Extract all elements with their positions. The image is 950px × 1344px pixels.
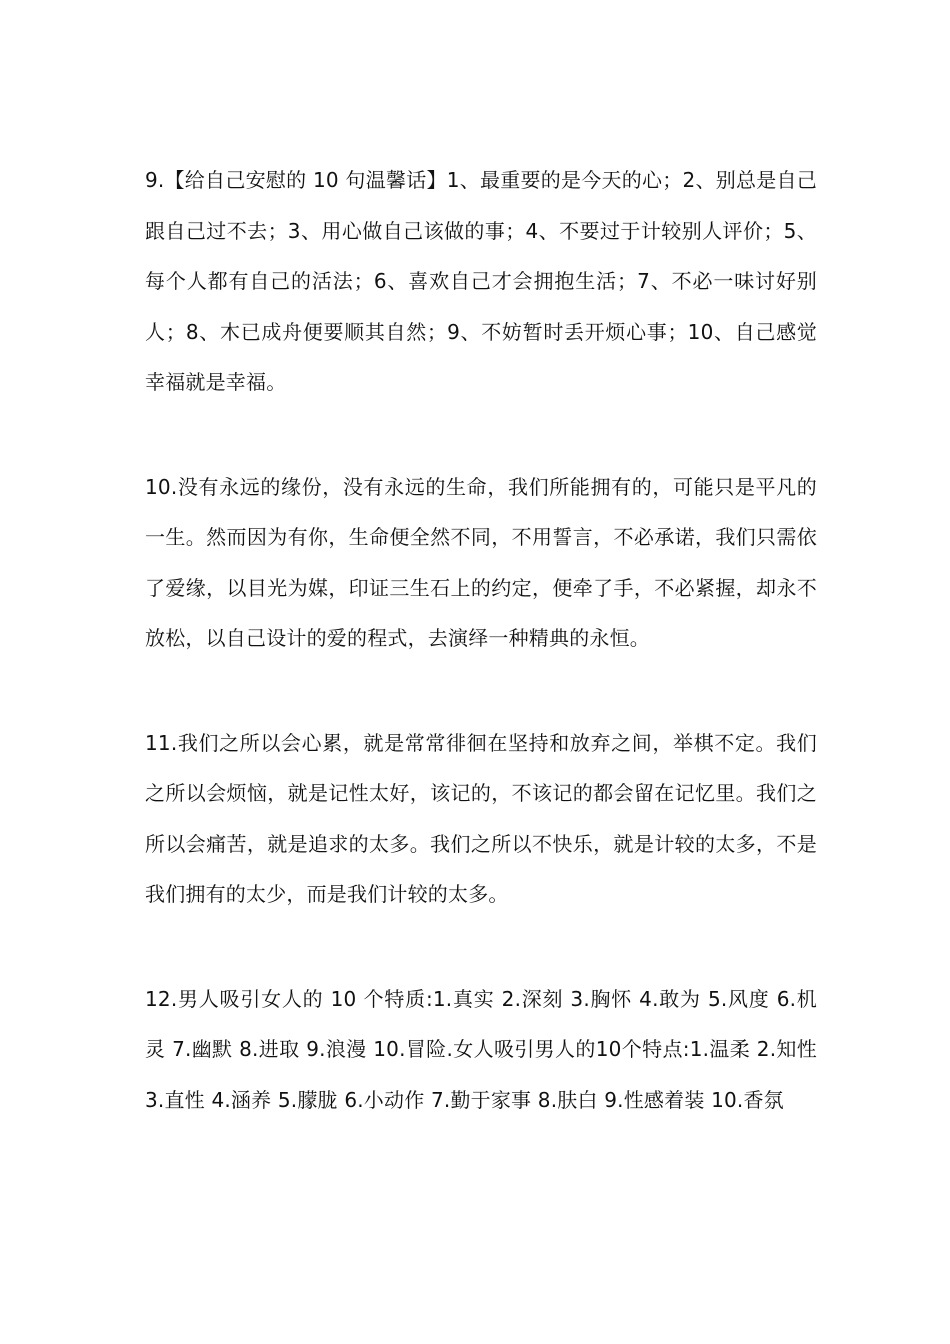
- document-body: [145, 155, 817, 1125]
- paragraph-10: 10.没有永远的缘份，没有永远的生命，我们所能拥有的，可能只是平凡的一生。然而因为有你，生命便全然不同，不用誓言，不必承诺，我们只需依了爱缘，以目光为媒，印证三生石上的约定，便牵了手，不必紧握，却永不放松，以自己设计的爱的程式，去演绎一种精典的永恒。: [145, 474, 817, 650]
- paragraph-11: 11.我们之所以会心累，就是常常徘徊在坚持和放弃之间，举棋不定。我们之所以会烦恼，就是记性太好，该记的，不该记的都会留在记忆里。我们之所以会痛苦，就是追求的太多。我们之所以不快乐，就是计较的太多，不是我们拥有的太少，而是我们计较的太多。: [145, 730, 817, 906]
- paragraph-12: 12.男人吸引女人的 10 个特质:1.真实 2.深刻 3.胸怀 4.敢为 5.风度 6.机灵 7.幽默 8.进取 9.浪漫 10.冒险.女人吸引男人的10个特点:1.温柔 2.知性 3.直性 4.涵养 5.朦胧 6.小动作 7.勤于家事 8.肤白 9.性感着装 10.香氛: [145, 986, 817, 1112]
- paragraph-9: 9.【给自己安慰的 10 句温馨话】1、最重要的是今天的心；2、别总是自己跟自己过不去；3、用心做自己该做的事；4、不要过于计较别人评价；5、每个人都有自己的活法；6、喜欢自己才会拥抱生活；7、不必一味讨好别人；8、木已成舟便要顺其自然；9、不妨暂时丢开烦心事；10、自己感觉幸福就是幸福。: [145, 168, 817, 394]
